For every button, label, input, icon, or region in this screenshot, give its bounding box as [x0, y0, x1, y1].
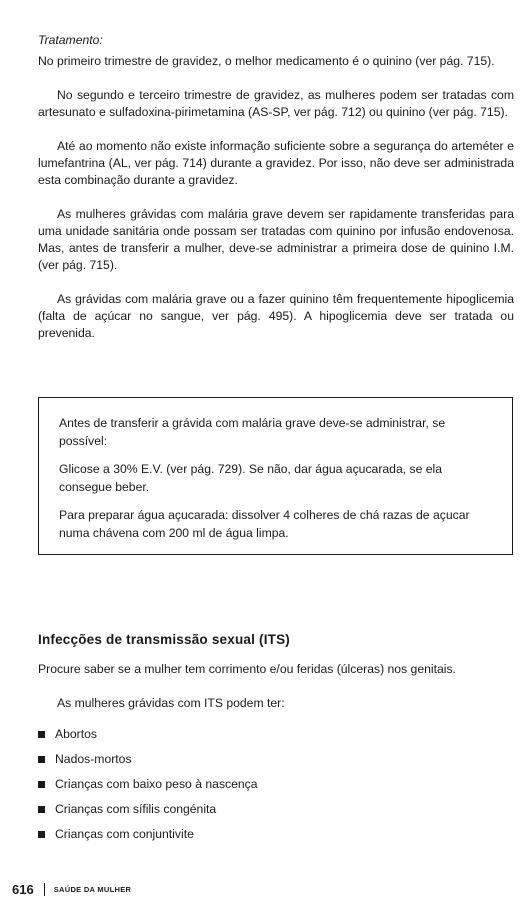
paragraph: As grávidas com malária grave ou a fazer quinino têm frequentemente hipoglicemia (falta de açúcar no sangue, ver pág. 495). A hipoglicemia deve ser tratada ou prevenida. [38, 292, 514, 340]
bullet-square-icon [38, 781, 45, 788]
bullet-list [38, 726, 514, 843]
section-title: Infecções de transmissão sexual (ITS) [38, 632, 290, 647]
list-item [38, 726, 514, 743]
bullet-square-icon [38, 831, 45, 838]
list-item [38, 776, 514, 793]
treatment-heading: Tratamento: [38, 33, 103, 47]
bullet-square-icon [38, 731, 45, 738]
bullet-square-icon [38, 756, 45, 763]
sti-section [38, 631, 514, 851]
paragraph: As mulheres grávidas com ITS podem ter: [57, 696, 285, 710]
info-box [38, 397, 513, 555]
list-item-text: Crianças com conjuntivite [55, 827, 194, 841]
paragraph: No primeiro trimestre de gravidez, o melhor medicamento é o quinino (ver pág. 715). [38, 54, 495, 68]
box-paragraph: Para preparar água açucarada: dissolver 4 colheres de chá razas de açucar numa chávena com 200 ml de água limpa. [59, 508, 470, 540]
list-item-text: Crianças com baixo peso à nascença [55, 777, 258, 791]
paragraph: As mulheres grávidas com malária grave devem ser rapidamente transferidas para uma unidade sanitária onde possam ser tratadas com quinino por infusão endovenosa. Mas, antes de transferir a mulher, deve-se administrar a primeira dose de quinino I.M. (ver pág. 715). [38, 207, 514, 272]
list-item [38, 826, 514, 843]
paragraph: Procure saber se a mulher tem corrimento e/ou feridas (úlceras) nos genitais. [38, 662, 456, 676]
paragraph: No segundo e terceiro trimestre de gravidez, as mulheres podem ser tratadas com artesunato e sulfadoxina-pirimetamina (AS-SP, ver pág. 712) ou quinino (ver pág. 715). [38, 88, 514, 119]
list-item-text: Crianças com sífilis congénita [55, 802, 217, 816]
treatment-section [38, 32, 514, 342]
box-paragraph: Antes de transferir a grávida com malária grave deve-se administrar, se possível: [59, 416, 446, 448]
list-item-text: Nados-mortos [55, 752, 132, 766]
list-item-text: Abortos [55, 727, 98, 741]
list-item [38, 751, 514, 768]
footer-divider [44, 883, 45, 896]
box-paragraph: Glicose a 30% E.V. (ver pág. 729). Se não, dar água açucarada, se ela consegue beber. [59, 462, 443, 494]
page-footer [12, 882, 131, 897]
paragraph: Até ao momento não existe informação suficiente sobre a segurança do arteméter e lumefantrina (AL, ver pág. 714) durante a gravidez. Por isso, não deve ser administrada esta combinação durante a gravidez. [38, 139, 514, 187]
page-number: 616 [12, 882, 34, 897]
footer-section-name: SAÚDE DA MULHER [53, 885, 132, 894]
bullet-square-icon [38, 806, 45, 813]
list-item [38, 801, 514, 818]
